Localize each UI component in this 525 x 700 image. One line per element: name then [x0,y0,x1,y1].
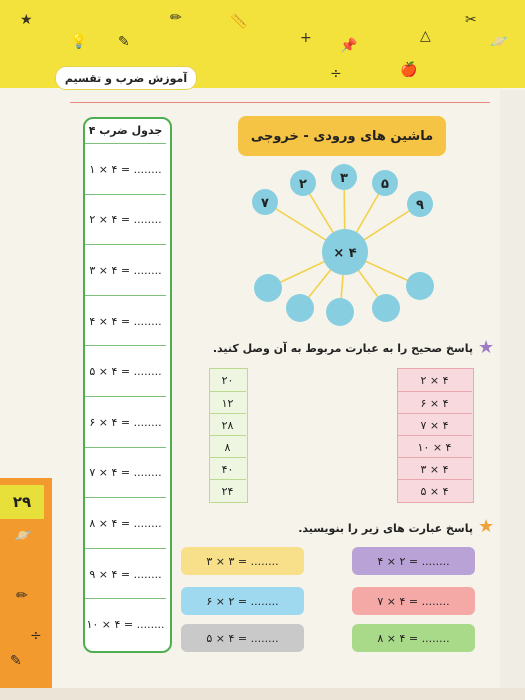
exercise-box[interactable]: ۳ × ۳ = ........ [181,547,304,575]
input-value: ۵ [381,177,389,192]
expression-cell[interactable]: ۶ × ۴ [397,391,472,414]
table-row[interactable]: ۲ × ۴ = ........ [85,194,166,246]
table-row[interactable]: ۸ × ۴ = ........ [85,497,166,549]
expression-cell[interactable]: ۳ × ۴ [397,457,472,480]
answer-cell[interactable]: ۲۰ [221,373,234,387]
table-row[interactable]: ۵ × ۴ = ........ [85,345,166,397]
marker-icon: ✎ [118,34,130,50]
planet-icon: 🪐 [14,528,32,544]
output-circle[interactable] [326,298,354,326]
bottom-margin [0,688,525,700]
answer-cell[interactable]: ۱۲ [209,391,246,414]
input-value: ۷ [261,196,269,211]
pencil-icon: ✏ [16,588,28,604]
right-margin [500,90,525,700]
machine-title: ماشین های ورودی - خروجی [238,116,446,156]
exercise-box[interactable]: ۵ × ۴ = ........ [181,624,304,652]
question-connect-title: پاسخ صحیح را به عبارت مربوط به آن وصل کنید. [212,342,473,355]
output-circle[interactable] [254,274,282,302]
table-row[interactable]: ۱۰ × ۴ = ........ [85,598,166,650]
answer-cell[interactable]: ۲۸ [209,413,246,436]
exercise-box[interactable]: ۴ × ۲ = ........ [352,547,475,575]
table-row[interactable]: ۹ × ۴ = ........ [85,548,166,600]
table-row[interactable]: ۶ × ۴ = ........ [85,396,166,448]
input-value: ۲ [299,177,307,192]
answer-cell[interactable]: ۲۴ [209,479,246,502]
table-row[interactable]: ۱ × ۴ = ........ [85,143,166,195]
expression-cell[interactable]: ۲ × ۴ [420,373,449,387]
planet-icon: 🪐 [490,34,508,50]
exercise-box[interactable]: ۶ × ۲ = ........ [181,587,304,615]
chapter-title: آموزش ضرب و تقسیم [55,66,197,90]
input-output-machine [240,160,450,330]
scissors-icon: ✂ [465,12,477,28]
pencil-icon: ✏ [170,10,182,26]
machine-operator: × ۴ [333,246,357,261]
output-circle[interactable] [286,294,314,322]
input-value: ۳ [340,171,348,186]
input-value: ۹ [416,198,424,213]
page-rule [70,102,490,103]
star-icon: ★ [478,516,495,537]
plus-icon: + [300,30,312,46]
star-icon: ★ [20,12,33,28]
star-icon: ★ [478,337,495,358]
table-title: جدول ضرب ۴ [88,123,163,137]
divide-icon: ÷ [330,66,342,82]
lightbulb-icon: 💡 [70,34,88,50]
exercise-box[interactable]: ۷ × ۴ = ........ [352,587,475,615]
pin-icon: 📌 [340,38,358,54]
triangle-icon: △ [420,28,431,44]
table-row[interactable]: ۴ × ۴ = ........ [85,295,166,347]
output-circle[interactable] [372,294,400,322]
exercise-box[interactable]: ۸ × ۴ = ........ [352,624,475,652]
page-number: ۲۹ [0,485,44,519]
table-row[interactable]: ۷ × ۴ = ........ [85,447,166,499]
divide-icon: ÷ [30,628,42,644]
table-row[interactable]: ۳ × ۴ = ........ [85,244,166,296]
expression-cell[interactable]: ۵ × ۴ [397,479,472,502]
output-circle[interactable] [406,272,434,300]
expression-cell[interactable]: ۷ × ۴ [397,413,472,436]
expression-cell[interactable]: ۱۰ × ۴ [397,435,472,458]
answer-cell[interactable]: ۸ [209,435,246,458]
ruler-icon: 📏 [230,14,248,30]
question-write-title: پاسخ عبارت های زیر را بنویسید. [298,522,473,535]
apple-icon: 🍎 [400,62,418,78]
answer-cell[interactable]: ۴۰ [209,457,246,480]
marker-icon: ✎ [10,653,22,669]
